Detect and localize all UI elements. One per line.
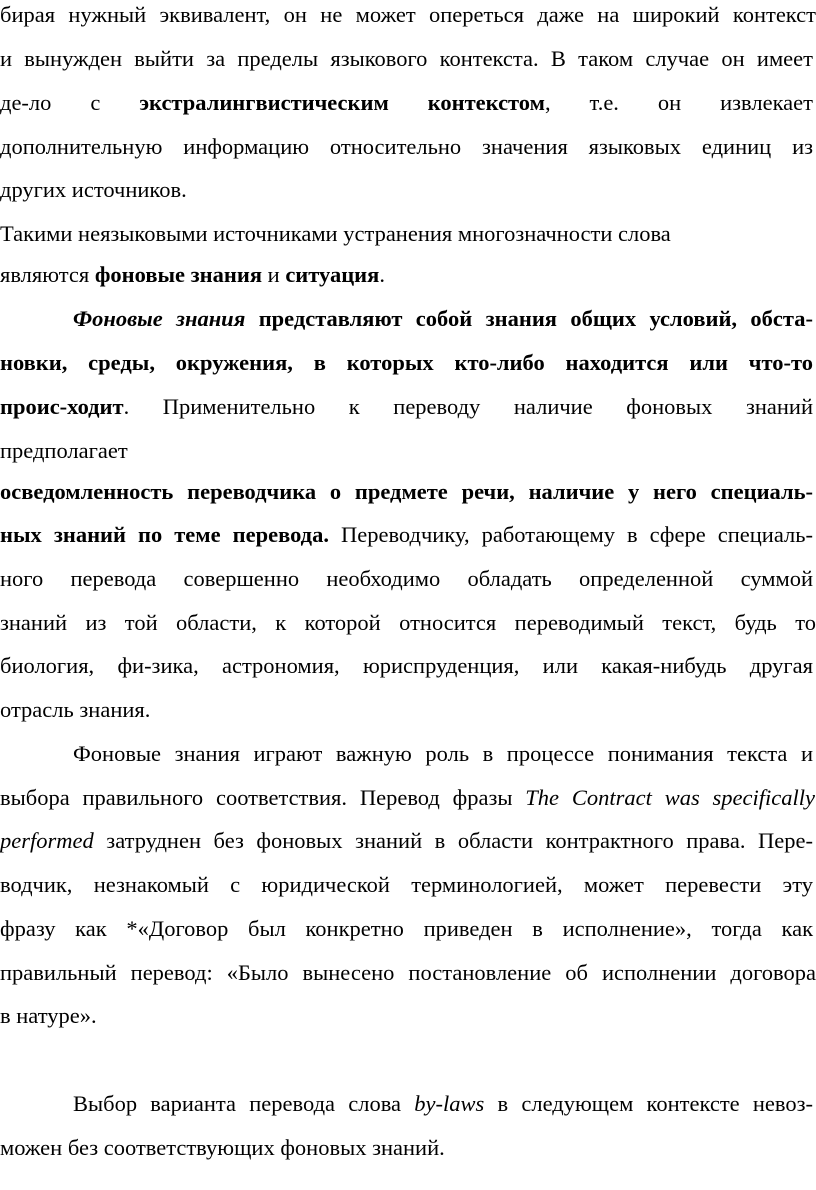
italic-term: by-laws [414,1091,485,1116]
text-line: в натуре». [0,1003,97,1028]
text-line: Выбор варианта перевода слова by-laws в следующем контексте невоз- [73,1091,813,1116]
bold-italic-term: Фоновые знания [73,306,246,331]
text-line: Такими неязыковыми источниками устранения многозначности слова [0,221,671,246]
text-line: дополнительную информацию относительно значения языковых единиц из [0,134,813,159]
text-line: знаний из той области, к которой относится переводимый текст, будь то [0,610,816,635]
text-line: ного перевода совершенно необходимо обладать определенной суммой [0,566,813,591]
text-line: водчик, незнакомый с юридической терминологией, может перевести эту [0,872,813,897]
text-line: бирая нужный эквивалент, он не может опереться даже на широкий контекст [0,2,816,27]
bold-term: экстралингвистическим контекстом [139,90,545,115]
text-line: отрасль знания. [0,697,151,722]
italic-term: The Contract was specifically [525,785,815,810]
text-line: и вынужден выйти за пределы языкового контекста. В таком случае он имеет [0,46,813,71]
text-line: правильный перевод: «Было вынесено постановление об исполнении договора [0,960,816,985]
text-line: ных знаний по теме перевода. Переводчику, работающему в сфере специаль- [0,522,814,547]
text-line: являются фоновые знания и ситуация. [0,262,385,287]
text-line: Фоновые знания играют важную роль в процессе понимания текста и [73,741,813,766]
text-line: новки, среды, окружения, в которых кто-либо находится или что-то [0,350,813,375]
text-line: выбора правильного соответствия. Перевод фразы The Contract was specifically [0,785,815,810]
text-line: других источников. [0,177,187,202]
bold-term: ситуация [285,262,380,287]
bold-term: фоновые знания [94,262,263,287]
text-line: фразу как *«Договор был конкретно приведен в исполнение», тогда как [0,916,813,941]
text-line: можен без соответствующих фоновых знаний. [0,1135,445,1160]
text-line: performed затруднен без фоновых знаний в области контрактного права. Пере- [0,828,813,853]
text-line: биология, фи-зика, астрономия, юриспруденция, или какая-нибудь другая [0,653,813,678]
text-line: проис-ходит. Применительно к переводу наличие фоновых знаний [0,394,813,419]
italic-term: performed [0,828,94,853]
text-line: осведомленность переводчика о предмете речи, наличие у него специаль- [0,479,813,504]
text-line: предполагает [0,438,128,463]
text-line: Фоновые знания представляют собой знания общих условий, обста- [73,306,813,331]
text-line: де-ло с экстралингвистическим контекстом, т.е. он извлекает [0,90,813,115]
